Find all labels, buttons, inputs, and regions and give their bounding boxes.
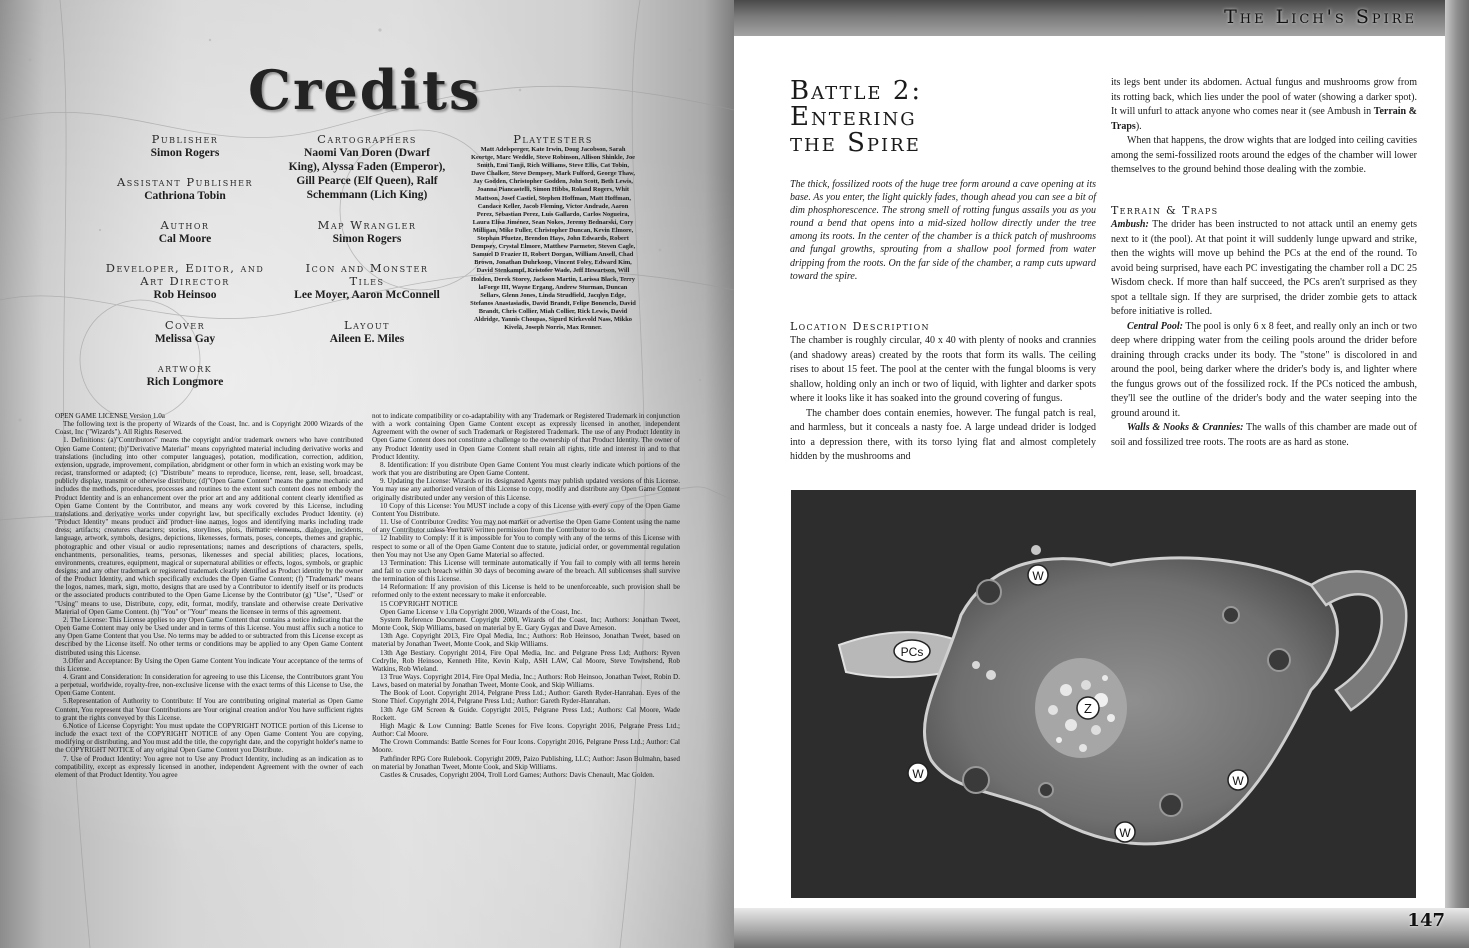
terrain-body bbox=[1111, 218, 1417, 450]
credit-name: Naomi Van Doren (Dwarf bbox=[304, 147, 430, 159]
license-column-left bbox=[55, 412, 363, 779]
credit-role: Assistant Publisher bbox=[116, 175, 254, 189]
credit-name: Rich Longmore bbox=[146, 376, 224, 388]
paragraph bbox=[1111, 421, 1417, 450]
location-heading: Location Description bbox=[790, 320, 930, 333]
license-paragraph: 13th Age Bestiary. Copyright 2014, Fire Opal Media, Inc. and Pelgrane Press Ltd; Authors: Ryven Cedrylle, Rob Heinsoo, Kenneth Hite, Kevin Kulp, ASH LAW, Cal Moore, Steve Townshend, Rob Watkins, Rob Wieland. bbox=[372, 648, 680, 673]
paragraph: When that happens, the drow wights that are lodged into ceiling cavities among the semi-fossilized roots around the edges of the chamber will lower themselves to the ground behind those dealing with the zombie. bbox=[1111, 135, 1417, 175]
paragraph bbox=[1111, 320, 1417, 422]
credit-name: Lee Moyer, Aaron McConnell bbox=[294, 289, 440, 301]
paragraph: The chamber is roughly circular, 40 x 40 with plenty of nooks and crannies (and shadowy areas) created by the roots that form its walls. The ceiling rises to about 15 feet. The pool at the center with the fungal blooms is very shallow, holding only an inch or two of liquid, with lighter and darker spots where it looks like it has soaked into the ground covering of fungus. bbox=[790, 335, 1096, 404]
paragraph: The chamber does contain enemies, however. The fungal patch is real, and harmless, but it conceals a nasty foe. A large undead drider is lodged into a depression there, with its torso lying flat and almost completely hidden by the mushrooms and bbox=[790, 407, 1096, 462]
fungus-cluster bbox=[986, 670, 996, 680]
adventure-page bbox=[734, 0, 1469, 948]
license-paragraph: The Crown Commands: Battle Scenes for Four Icons. Copyright 2016, Pelgrane Press Ltd.; Author: Cal Moore. bbox=[372, 738, 680, 755]
credit-cover bbox=[110, 319, 260, 346]
credit-name: Rob Heinsoo bbox=[153, 289, 217, 301]
fungus-cluster bbox=[1031, 545, 1041, 555]
credit-author bbox=[110, 219, 260, 246]
credit-assistant-publisher bbox=[95, 176, 275, 203]
cavern-map bbox=[791, 490, 1416, 898]
credit-role: Author bbox=[160, 218, 210, 232]
credit-artwork bbox=[110, 362, 260, 389]
credit-role: Cover bbox=[164, 318, 206, 332]
fungus-cluster bbox=[972, 661, 980, 669]
playtesters-list: Matt Adelsperger, Kate Irwin, Doug Jacobson, Sarah Keortge, Marc Weddle, Steve Robinson, Allison Shinkle, Joe Smith, Emi Tanji, Rich Williams, Steve Ellis, Cat Tobin, Dave Chalker, Steve Dempsey, Mark Fulford, George Thaw, Jay Godden, Christopher Godden, John Scott, Beth Lewis, Joanna Piancastelli, Simon Hibbs, Roland Rogers, Whit Mattson, Josef Castiel, Stephen Hoffman, Matt Hoffman, Candace Keller, Jacob Fleming, Victor Andrade, Aaron Perez, Sebastian Perez, Luis Gallardo, Carlos Nogueira, Laura Elisa Jiménez, Sean Nokes, Jeremy Bednarski, Cory Milligan, Mike Fuller, Christopher Duncan, Kevin Elmore, Stephan Pfuetze, Brendon Hays, John Edwards, Robert Dempsey, Crystal Elmore, Matthew Parmeter, Steven Cagle, Samuel D Frazier II, Robert Dorgan, William Ansell, Chad Brown, Jonathan Duhrkoop, Vincent Foley, Edward Kim, David Stenkampf, Kristofer Wade, Jeff Hewartson, Will Holden, Derek Storey, Jackson Martin, Larissa Black, Terry laForge III, Wayne Ergang, Andrew Sturman, Duncan Sellars, Glenn Jones, Linda Strudfield, Jacqlyn Edge, Stefanos Anastasiadis, David Brandt, Felipe Bonenclo, David Brandt, Chris Collier, Miah Collier, Rick Lewis, David Aldridge, Yannis Choupas, Sigurd Kirkevold Nass, Mikko Kivelä, Joseph Norris, Max Renner. bbox=[470, 146, 636, 332]
right-column-body bbox=[1111, 76, 1417, 178]
license-paragraph: 10 Copy of this License: You MUST include a copy of this License with every copy of the Open Game Content You Distribute. bbox=[372, 501, 680, 518]
page-title: Credits bbox=[248, 58, 482, 122]
license-paragraph: Open Game License v 1.0a Copyright 2000, Wizards of the Coast, Inc. bbox=[380, 607, 583, 616]
credit-developer bbox=[85, 262, 285, 302]
credit-name: Gill Pearce (Elf Queen), Ralf bbox=[296, 175, 438, 187]
license-paragraph: 8. Identification: If you distribute Open Game Content You must clearly indicate which portions of the work that you are distributing are Open Game Content. bbox=[372, 460, 680, 478]
term-label: Central Pool: bbox=[1127, 320, 1183, 332]
battle-map bbox=[791, 490, 1416, 898]
paragraph bbox=[1111, 76, 1417, 134]
credit-name: Cathriona Tobin bbox=[144, 190, 226, 202]
license-paragraph: 6.Notice of License Copyright: You must update the COPYRIGHT NOTICE portion of this License to include the exact text of the COPYRIGHT NOTICE of any Open Game Content You are copying, modifying or distributing, and You must add the title, the copyright date, and the copyright holder's name to the COPYRIGHT NOTICE of any original Open Game Content you Distribute. bbox=[55, 721, 363, 755]
credit-name: Aileen E. Miles bbox=[329, 333, 405, 345]
token-pcs bbox=[894, 640, 930, 662]
text-run: The pool is only 6 x 8 feet, and really only an inch or two deep where dripping water from the ceiling pools around the drider before draining through cracks under its body. The "stone" is discolored in and around the pool, being darker where the drider's body is, and lighter where the fungus grows out of the fossilized rock. If the PCs noticed the ambush, they'll see the outline of the drider's body and the water seeping into the ground around it. bbox=[1111, 320, 1417, 419]
license-paragraph: The Book of Loot. Copyright 2014, Pelgrane Press Ltd.; Author: Gareth Ryder-Hanrahan. Eyes of the Stone Thief. Copyright 2014, Pelgrane Press Ltd.; Author: Gareth Ryder-Hanrahan. bbox=[372, 689, 680, 706]
credit-role: Map Wrangler bbox=[317, 218, 417, 232]
license-paragraph: not to indicate compatibility or co-adaptability with any Trademark or Registered Trademark in conjunction with a work containing Open Game Content except as expressly licensed in another, independent Agreement with the owner of such Trademark or Registered Trademark. The use of any Product Identity in Open Game Content does not constitute a challenge to the ownership of that Product Identity. The owner of any Product Identity used in Open Game Content shall retain all rights, title and interest in and to that Product Identity. bbox=[372, 412, 680, 461]
credits-page bbox=[0, 0, 734, 948]
credit-role: Developer, Editor, and bbox=[105, 261, 265, 275]
credit-role: Icon and Monster bbox=[305, 261, 429, 275]
license-paragraph: OPEN GAME LICENSE Version 1.0a bbox=[55, 412, 165, 420]
license-paragraph: 13th Age GM Screen & Guide. Copyright 2015, Pelgrane Press Ltd.; Authors: Cal Moore, Wade Rockett. bbox=[372, 705, 680, 722]
license-column-right bbox=[372, 412, 680, 779]
battle-title-line: Battle 2: bbox=[790, 76, 923, 106]
credit-icon-tiles bbox=[282, 262, 452, 302]
license-paragraph: 7. Use of Product Identity: You agree not to Use any Product Identity, including as an indication as to compatibility, except as expressly licensed in another, independent Agreement with the owner of each element of that Product Identity. You agree bbox=[55, 754, 363, 779]
text-run: its legs bent under its abdomen. Actual fungus and mushrooms grow from its rotting back, which lies under the pool of water (showing a darker spot). It will unfurl to attack anyone who comes near it (see Ambush in bbox=[1111, 77, 1417, 117]
text-run: The walls of this chamber are made out of soil and fossilized tree roots. The roots are as hard as stone. bbox=[1111, 422, 1417, 448]
text-run: ). bbox=[1135, 120, 1142, 132]
license-paragraph: The following text is the property of Wizards of the Coast, Inc. and is Copyright 2000 Wizards of the Coast, Inc ("Wizards"). All Rights Reserved. bbox=[55, 420, 363, 437]
battle-title-line: Entering bbox=[790, 102, 917, 132]
battle-title-line: the Spire bbox=[790, 128, 921, 158]
license-paragraph: 15 COPYRIGHT NOTICE bbox=[380, 599, 458, 608]
token-label: W bbox=[1119, 826, 1131, 840]
token-wight bbox=[1228, 770, 1248, 790]
page-footer-band bbox=[734, 908, 1469, 948]
token-label: W bbox=[1232, 774, 1244, 788]
credit-name: King), Alyssa Faden (Emperor), bbox=[288, 161, 446, 173]
credit-name: Melissa Gay bbox=[154, 333, 216, 345]
credit-cartographers bbox=[282, 133, 452, 202]
token-wight bbox=[908, 763, 928, 783]
credit-role: Tiles bbox=[349, 274, 385, 288]
license-paragraph: 13 True Ways. Copyright 2014, Fire Opal Media, Inc.; Authors: Rob Heinsoo, Jonathan Tweet, Robin D. Laws, based on material by Jonathan Tweet, Monte Cook, and Skip Williams. bbox=[372, 673, 680, 690]
credit-name: Simon Rogers bbox=[332, 233, 402, 245]
license-paragraph: 5.Representation of Authority to Contribute: If You are contributing original material as Open Game Content, You represent that Your Contributions are Your original creation and/or You have sufficient rights to grant the rights conveyed by this License. bbox=[55, 697, 363, 722]
paragraph bbox=[1111, 218, 1417, 320]
token-label: PCs bbox=[900, 645, 924, 659]
credit-name: Schemmann (Lich King) bbox=[306, 189, 428, 201]
license-paragraph: 13th Age. Copyright 2013, Fire Opal Media, Inc.; Authors: Rob Heinsoo, Jonathan Tweet, based on material by Jonathan Tweet, Monte Cook, and Skip Williams. bbox=[372, 632, 680, 649]
credit-map-wrangler bbox=[282, 219, 452, 246]
license-paragraph: 12 Inability to Comply: If it is impossible for You to comply with any of the terms of this License with respect to some or all of the Open Game Content due to statute, judicial order, or governmental regulation then You may not Use any Open Game Material so affected. bbox=[372, 534, 680, 559]
credit-role: Cartographers bbox=[317, 132, 417, 146]
token-label: Z bbox=[1084, 701, 1092, 716]
token-wight bbox=[1115, 822, 1135, 842]
token-label: W bbox=[1032, 569, 1044, 583]
credit-playtesters-heading bbox=[470, 133, 636, 146]
token-label: W bbox=[912, 767, 924, 781]
license-paragraph: 13 Termination: This License will terminate automatically if You fail to comply with all terms herein and fail to cure such breach within 30 days of becoming aware of the breach. All sublicenses shall survive the termination of this License. bbox=[372, 558, 680, 584]
page-edge-band bbox=[1445, 0, 1469, 948]
license-paragraph: 4. Grant and Consideration: In consideration for agreeing to use this License, the Contributors grant You a perpetual, worldwide, royalty-free, non-exclusive license with the exact terms of this License to Use, the Open Game Content. bbox=[55, 673, 363, 698]
credit-role: Art Director bbox=[140, 274, 230, 288]
license-paragraph: 2. The License: This License applies to any Open Game Content that contains a notice indicating that the Open Game Content may only be Used under and in terms of this License. You must affix such a notice to any Open Game Content that you Use. No terms may be added to or subtracted from this License except as described by the License itself. No other terms or conditions may be applied to any Open Game Content distributed using this License. bbox=[55, 615, 363, 657]
term-label: Walls & Nooks & Crannies: bbox=[1127, 422, 1244, 433]
license-paragraph: 3.Offer and Acceptance: By Using the Open Game Content You indicate Your acceptance of the terms of this License. bbox=[55, 656, 363, 673]
license-paragraph: 9. Updating the License: Wizards or its designated Agents may publish updated versions of this License. You may use any authorized version of this License to copy, modify and distribute any Open Game Content originally distributed under any version of this License. bbox=[372, 477, 680, 502]
location-body bbox=[790, 334, 1096, 465]
cross-reference: Terrain & Traps bbox=[1111, 106, 1417, 132]
boxed-read-aloud: The thick, fossilized roots of the huge tree form around a cave opening at its base. As you enter, the light quickly fades, though ahead you can see a bit of dim phosphorescence. The strong smell of rotting fungus assails you as you round a bend that opens into a mid-sized hollow directly under the tree among its roots. In the center of the chamber is a thick patch of mushrooms and fungal growths, sprouting from a shallow pool formed from water dripping from the roots. On the far side of the chamber, a ramp cuts upward toward the spire. bbox=[790, 179, 1096, 282]
terrain-heading: Terrain & Traps bbox=[1111, 204, 1219, 217]
license-paragraph: 1. Definitions: (a)"Contributors" means the copyright and/or trademark owners who have contributed Open Game Content; (b)"Derivative Material" means copyrighted material including derivative works and translations (including into other computer languages), potation, modification, correction, addition, extension, upgrade, improvement, compilation, abridgment or other form in which an existing work may be recast, transformed or adapted; (c) "Distribute" means to reproduce, license, rent, lease, sell, broadcast, publicly display, transmit or otherwise distribute; (d)"Open Game Content" means the game mechanic and includes the methods, procedures, processes and routines to the extent such content does not embody the Product Identity and is an enhancement over the prior art and any additional content clearly identified as Open Game Content by the Contributor, and means any work covered by this License, including translations and derivative works under copyright law, but specifically excludes Product Identity. (e) "Product Identity" means product and product line names, logos and identifying marks including trade dress; artifacts; creatures characters; stories, storylines, plots, thematic elements, dialogue, incidents, language, artwork, symbols, designs, depictions, likenesses, formats, poses, concepts, themes and graphic, photographic and other visual or audio representations; names and descriptions of characters, spells, enchantments, personalities, teams, personas, likenesses and special abilities; places, locations, environments, creatures, equipment, magical or supernatural abilities or effects, logos, symbols, or graphic designs; and any other trademark or registered trademark clearly identified as Product identity by the owner of the Product Identity, and which specifically excludes the Open Game Content; (f) "Trademark" means the logos, names, mark, sign, motto, designs that are used by a Contributor to identify itself or its products or the associated products contributed to the Open Game License by the Contributor (g) "Use", "Used" or "Using" means to use, Distribute, copy, edit, format, modify, translate and otherwise create Derivative Material of Open Game Content. (h) "You" or "Your" means the licensee in terms of this agreement. bbox=[55, 436, 363, 616]
credit-role: Publisher bbox=[151, 132, 219, 146]
license-paragraph: Castles & Crusades, Copyright 2004, Troll Lord Games; Authors: Davis Chenault, Mac Golden. bbox=[380, 770, 655, 779]
credit-layout bbox=[282, 319, 452, 346]
credit-publisher bbox=[110, 133, 260, 160]
credit-name: Cal Moore bbox=[158, 233, 212, 245]
license-paragraph: 11. Use of Contributor Credits: You may not market or advertise the Open Game Content using the name of any Contributor unless You have written permission from the Contributor to do so. bbox=[372, 518, 680, 535]
credit-role: Layout bbox=[343, 318, 390, 332]
token-wight bbox=[1028, 565, 1048, 585]
credit-role: Playtesters bbox=[513, 132, 593, 146]
license-paragraph: 14 Reformation: If any provision of this License is held to be unenforceable, such provision shall be reformed only to the extent necessary to make it enforceable. bbox=[372, 583, 680, 600]
page-number: 147 bbox=[1407, 910, 1445, 931]
running-header: The Lich's Spire bbox=[1224, 6, 1417, 28]
token-zombie bbox=[1077, 697, 1099, 719]
license-paragraph: System Reference Document. Copyright 2000, Wizards of the Coast, Inc; Authors: Jonathan Tweet, Monte Cook, Skip Williams, based on material by E. Gary Gygax and Dave Arneson. bbox=[372, 615, 680, 633]
license-paragraph: Pathfinder RPG Core Rulebook. Copyright 2009, Paizo Publishing, LLC; Author: Jason Bulmahn, based on material by Jonathan Tweet, Monte Cook, and Skip Williams. bbox=[372, 754, 680, 771]
credit-name: Simon Rogers bbox=[150, 147, 220, 159]
term-label: Ambush: bbox=[1111, 219, 1149, 230]
license-paragraph: High Magic & Low Cunning: Battle Scenes for Five Icons. Copyright 2016, Pelgrane Press Ltd.; Author: Cal Moore. bbox=[372, 721, 680, 739]
text-run: The drider has been instructed to not attack until an enemy gets next to it (the pool). At that point it will suddenly lunge upward and strike, then the wights will move up behind the PCs at the end of the round. To avoid being surprised, have each PC investigating the chamber roll a DC 25 Wisdom check. If more than half succeed, the PCs aren't surprised as they spot a telltale sign. If they are surprised, the drider zombie gets to attack before initiative is rolled. bbox=[1111, 219, 1417, 317]
credit-role: artwork bbox=[157, 361, 213, 375]
battle-title bbox=[790, 78, 1050, 156]
